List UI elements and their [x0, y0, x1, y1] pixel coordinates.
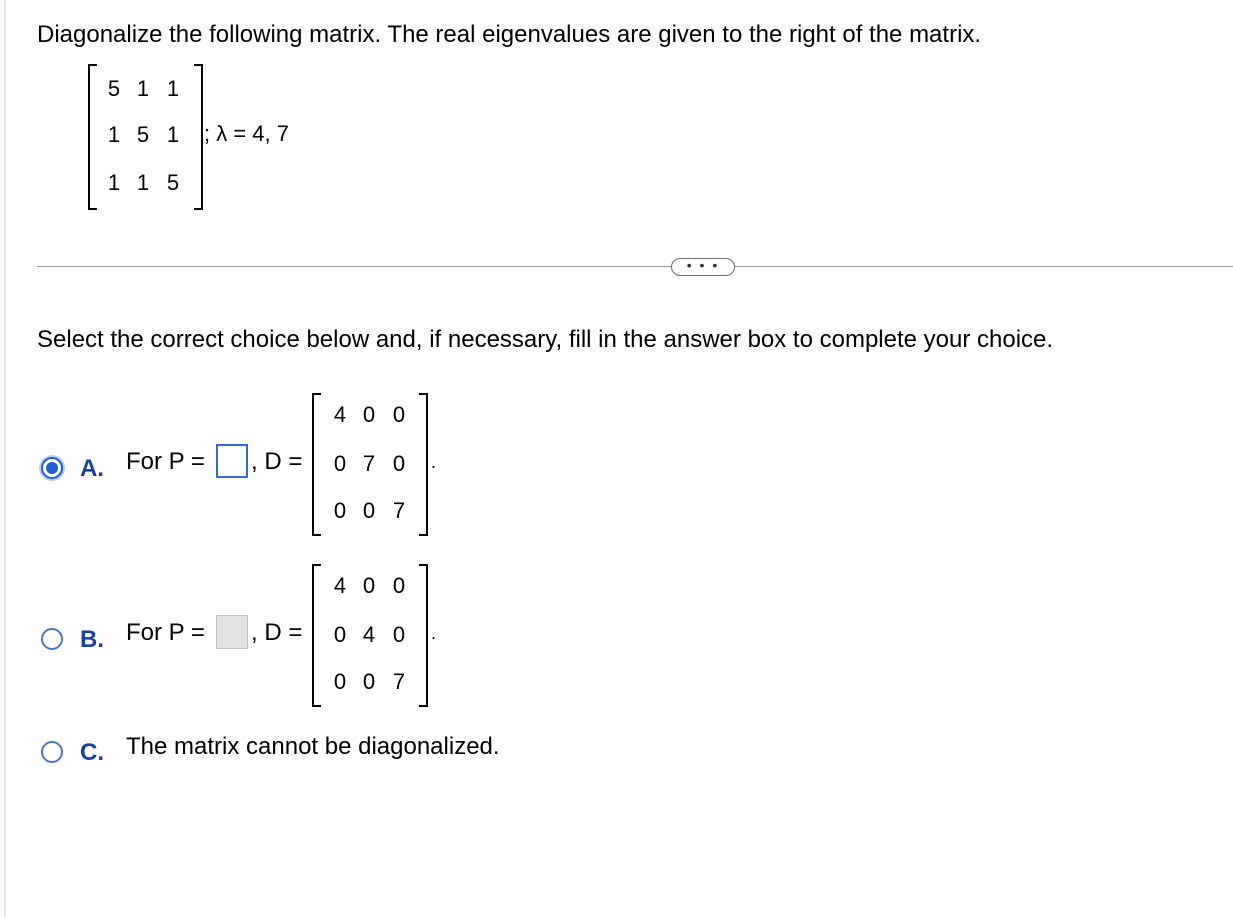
matrix-cell: 0 [392, 451, 406, 476]
eigenvalues-text: ; λ = 4, 7 [204, 121, 289, 146]
matrix-cell: 7 [392, 669, 406, 694]
choice-b-radio[interactable] [41, 628, 63, 650]
matrix-left-bracket [312, 564, 321, 707]
matrix-left-bracket [88, 64, 97, 210]
section-divider [37, 266, 1233, 267]
choice-a-radio[interactable] [41, 457, 63, 479]
choice-b-d-matrix [312, 564, 428, 707]
choice-c-text: The matrix cannot be diagonalized. [126, 733, 500, 760]
matrix-cell: 0 [392, 402, 406, 427]
matrix-cell: 0 [362, 498, 376, 523]
matrix-cell: 1 [166, 122, 180, 147]
matrix-cell: 0 [333, 622, 347, 647]
more-options-button[interactable]: • • • [671, 258, 735, 276]
matrix-right-bracket [419, 564, 428, 707]
choice-b-letter: B. [80, 626, 104, 653]
matrix-cell: 7 [362, 451, 376, 476]
matrix-cell: 1 [136, 76, 150, 101]
matrix-cell: 7 [392, 498, 406, 523]
choice-b-p-input[interactable] [216, 615, 248, 649]
matrix-cell: 1 [107, 170, 121, 195]
matrix-cell: 0 [333, 451, 347, 476]
matrix-cell: 0 [392, 573, 406, 598]
question-prompt: Diagonalize the following matrix. The real eigenvalues are given to the right of the matrix. [37, 21, 982, 48]
matrix-cell: 1 [107, 122, 121, 147]
matrix-cell: 5 [136, 122, 150, 147]
matrix-cell: 1 [136, 170, 150, 195]
question-matrix [88, 64, 203, 210]
matrix-cell: 4 [333, 402, 347, 427]
choice-a-period: . [431, 452, 437, 472]
matrix-right-bracket [194, 64, 203, 210]
matrix-cell: 0 [362, 573, 376, 598]
matrix-cell: 0 [392, 622, 406, 647]
matrix-cell: 5 [107, 76, 121, 101]
choice-a-letter: A. [80, 455, 104, 482]
choice-a-p-input[interactable] [216, 444, 248, 478]
choice-a-p-label: For P = [126, 448, 205, 475]
choice-c-letter: C. [80, 739, 104, 766]
matrix-cell: 4 [333, 573, 347, 598]
choice-b-d-label: , D = [251, 619, 303, 646]
matrix-left-bracket [312, 393, 321, 536]
instruction-text: Select the correct choice below and, if necessary, fill in the answer box to complete your choice. [37, 326, 1054, 353]
choice-c-radio[interactable] [41, 741, 63, 763]
matrix-cell: 1 [166, 76, 180, 101]
choice-a-d-matrix [312, 393, 428, 536]
matrix-cell: 0 [333, 669, 347, 694]
matrix-cell: 5 [166, 170, 180, 195]
matrix-cell: 0 [333, 498, 347, 523]
choice-a-d-label: , D = [251, 448, 303, 475]
matrix-cell: 0 [362, 669, 376, 694]
matrix-cell: 0 [362, 402, 376, 427]
matrix-right-bracket [419, 393, 428, 536]
choice-b-p-label: For P = [126, 619, 205, 646]
matrix-cell: 4 [362, 622, 376, 647]
choice-b-period: . [431, 623, 437, 643]
left-page-edge [4, 0, 6, 917]
